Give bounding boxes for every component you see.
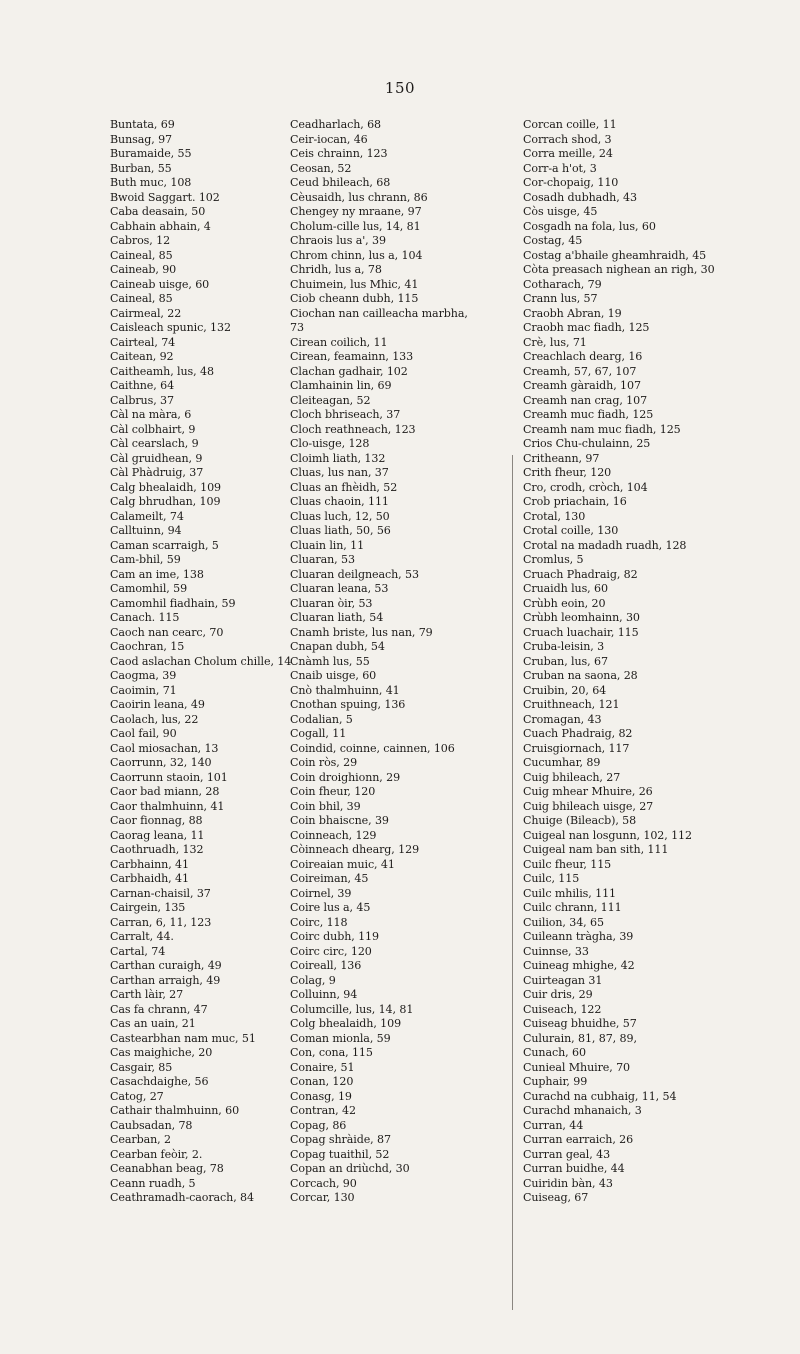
index-entry: Chraois lus a', 39 [290, 234, 386, 247]
index-entry: Caineal, 85 [110, 292, 173, 305]
index-entry: Cuinnse, 33 [523, 944, 589, 958]
index-entry: Caogma, 39 [110, 669, 177, 682]
index-entry: Caorag leana, 11 [110, 828, 205, 842]
index-entry: Coireall, 136 [290, 959, 362, 972]
index-entry: Cuig mhear Mhuire, 26 [523, 785, 653, 798]
index-entry: Con, cona, 115 [290, 1046, 373, 1059]
index-entry: Corcan coille, 11 [523, 118, 617, 131]
index-entry: Cuphair, 99 [523, 1075, 588, 1088]
index-entry: Craobh mac fiadh, 125 [523, 321, 650, 334]
index-entry: Cnothan spuing, 136 [290, 698, 406, 711]
index-entry: Caineab uisge, 60 [110, 277, 210, 291]
index-entry: Caineal, 85 [110, 248, 173, 262]
index-entry: Caman scarraigh, 5 [110, 538, 219, 552]
index-entry: Càl colbhairt, 9 [110, 422, 196, 436]
index-entry: Caol miosachan, 13 [110, 741, 219, 755]
index-entry: Cruaidh lus, 60 [523, 582, 608, 595]
index-entry: Conaire, 51 [290, 1060, 355, 1074]
index-entry: Cairmeal, 22 [110, 306, 182, 320]
index-entry: 73 [290, 321, 304, 334]
index-entry: Cnò thalmhuinn, 41 [290, 683, 400, 697]
index-entry: Calbrus, 37 [110, 393, 174, 407]
index-entry: Còs uisge, 45 [523, 205, 598, 218]
index-entry: Caorrunn, 32, 140 [110, 756, 212, 769]
index-entry: Caineab, 90 [110, 263, 177, 276]
index-entry: Cromlus, 5 [523, 553, 584, 566]
index-entry: Cuig bhileach, 27 [523, 770, 621, 784]
index-entry: Crùbh leomhainn, 30 [523, 611, 640, 624]
index-entry: Crith fheur, 120 [523, 466, 612, 479]
index-entry: Cucumhar, 89 [523, 756, 601, 769]
index-entry: Coirnel, 39 [290, 886, 352, 900]
index-entry: Culurain, 81, 87, 89, [523, 1031, 637, 1045]
index-entry: Camomhil, 59 [110, 582, 188, 595]
index-entry: Càl gruidhean, 9 [110, 451, 203, 465]
column-divider-rule [512, 455, 513, 1310]
index-entry: Cearban, 2 [110, 1133, 171, 1146]
index-entry: Caor fionnag, 88 [110, 814, 203, 827]
index-entry: Cnamh briste, lus nan, 79 [290, 625, 433, 639]
index-entry: Cluain lin, 11 [290, 538, 365, 552]
index-entry: Cuigeal nan losgunn, 102, 112 [523, 828, 692, 842]
index-entry: Cluas an fhèidh, 52 [290, 480, 398, 494]
index-entry: Cogall, 11 [290, 727, 347, 740]
index-column-3 [523, 118, 788, 1206]
index-entry: Cruach Phadraig, 82 [523, 567, 638, 581]
index-entry: Conasg, 19 [290, 1089, 352, 1103]
index-entry: Carthan curaigh, 49 [110, 959, 222, 972]
index-entry: Creamh muc fiadh, 125 [523, 408, 654, 421]
index-entry: Caol fail, 90 [110, 727, 177, 740]
index-entry: Cearban feòir, 2. [110, 1147, 203, 1161]
index-entry: Cloch reathneach, 123 [290, 422, 416, 436]
index-entry: Critheann, 97 [523, 451, 600, 465]
index-entry: Coin fheur, 120 [290, 785, 376, 798]
index-entry: Cromagan, 43 [523, 712, 602, 726]
index-entry: Cruach luachair, 115 [523, 625, 639, 639]
index-entry: Carthan arraigh, 49 [110, 973, 221, 987]
index-entry: Carbhaidh, 41 [110, 872, 189, 885]
index-entry: Curachd mhanaich, 3 [523, 1104, 642, 1117]
index-entry: Coinneach, 129 [290, 828, 377, 842]
index-entry: Curran, 44 [523, 1118, 584, 1132]
index-entry: Cruban, lus, 67 [523, 654, 608, 668]
index-entry: Crùbh eoin, 20 [523, 596, 606, 610]
index-entry: Chrom chinn, lus a, 104 [290, 248, 423, 262]
index-entry: Caor bad miann, 28 [110, 785, 220, 798]
index-entry: Casgair, 85 [110, 1060, 173, 1074]
index-entry: Coin droighionn, 29 [290, 770, 401, 784]
index-entry: Ciochan nan cailleacha marbha, [290, 306, 468, 320]
index-entry: Cam an ime, 138 [110, 567, 204, 581]
index-entry: Coireaian muic, 41 [290, 857, 395, 871]
index-entry: Caithne, 64 [110, 379, 175, 392]
index-entry: Coin bhil, 39 [290, 799, 361, 813]
index-entry: Ceosan, 52 [290, 161, 352, 175]
index-entry: Ceanabhan beag, 78 [110, 1162, 224, 1175]
index-column-1 [110, 118, 292, 1206]
index-entry: Clamhainin lin, 69 [290, 379, 392, 392]
page-number: 150 [384, 79, 416, 97]
index-entry: Coin bhaiscne, 39 [290, 814, 389, 827]
index-entry: Calg bhealaidh, 109 [110, 480, 221, 494]
index-entry: Buramaide, 55 [110, 147, 192, 160]
index-entry: Cuilc fheur, 115 [523, 857, 612, 871]
index-entry: Cabhain abhain, 4 [110, 219, 211, 233]
index-entry: Cas an uain, 21 [110, 1017, 196, 1030]
index-column-2 [290, 118, 505, 1206]
index-entry: Carth làir, 27 [110, 988, 184, 1001]
index-entry: Caor thalmhuinn, 41 [110, 799, 225, 813]
index-entry: Ceadharlach, 68 [290, 118, 382, 131]
index-entry: Cas fa chrann, 47 [110, 1002, 208, 1016]
index-entry: Cartal, 74 [110, 944, 166, 958]
index-entry: Carnan-chaisil, 37 [110, 886, 211, 900]
index-entry: Cirean coilich, 11 [290, 335, 388, 349]
index-entry: Caoirin leana, 49 [110, 698, 205, 711]
index-entry: Calameilt, 74 [110, 509, 184, 523]
index-entry: Cuineag mhighe, 42 [523, 959, 635, 972]
index-entry: Colluinn, 94 [290, 988, 358, 1001]
index-entry: Caba deasain, 50 [110, 205, 206, 218]
index-entry: Coire lus a, 45 [290, 901, 371, 914]
index-entry: Cuiseag bhuidhe, 57 [523, 1017, 637, 1030]
index-entry: Carbhainn, 41 [110, 857, 189, 871]
index-entry: Crotal, 130 [523, 509, 586, 523]
index-entry: Cluas liath, 50, 56 [290, 524, 391, 537]
index-entry: Buntata, 69 [110, 118, 175, 131]
index-entry: Curran earraich, 26 [523, 1133, 634, 1146]
index-entry: Canach. 115 [110, 611, 180, 624]
index-entry: Copag, 86 [290, 1118, 347, 1132]
index-entry: Cuilc, 115 [523, 872, 580, 885]
index-entry: Chridh, lus a, 78 [290, 263, 382, 276]
index-entry: Copan an driùchd, 30 [290, 1162, 410, 1175]
index-entry: Cnàmh lus, 55 [290, 654, 370, 668]
index-entry: Copag shràide, 87 [290, 1133, 391, 1146]
index-entry: Caisleach spunic, 132 [110, 321, 231, 334]
index-entry: Copag tuaithil, 52 [290, 1147, 390, 1161]
index-entry: Columcille, lus, 14, 81 [290, 1002, 414, 1016]
index-entry: Cuig bhileach uisge, 27 [523, 799, 654, 813]
index-entry: Coin ròs, 29 [290, 756, 358, 769]
index-entry: Crotal coille, 130 [523, 524, 619, 537]
index-entry: Cleiteagan, 52 [290, 393, 371, 407]
index-entry: Ceann ruadh, 5 [110, 1176, 196, 1190]
index-entry: Cas maighiche, 20 [110, 1046, 213, 1059]
index-entry: Cuach Phadraig, 82 [523, 727, 633, 740]
index-entry: Crios Chu-chulainn, 25 [523, 437, 651, 450]
index-entry: Calg bhrudhan, 109 [110, 495, 221, 508]
index-entry: Corr-a h'ot, 3 [523, 161, 597, 175]
index-entry: Cluaran leana, 53 [290, 582, 389, 595]
index-entry: Caolach, lus, 22 [110, 712, 199, 726]
index-entry: Carran, 6, 11, 123 [110, 915, 212, 929]
index-entry: Càl cearslach, 9 [110, 437, 199, 450]
index-entry: Chengey ny mraane, 97 [290, 205, 422, 218]
index-entry: Crè, lus, 71 [523, 335, 587, 349]
index-entry: Creamh nan crag, 107 [523, 393, 648, 407]
index-entry: Creamh, 57, 67, 107 [523, 364, 637, 378]
index-entry: Buth muc, 108 [110, 176, 192, 189]
index-entry: Cnaib uisge, 60 [290, 669, 377, 682]
index-entry: Curran geal, 43 [523, 1147, 611, 1161]
index-entry: Cuilc chrann, 111 [523, 901, 622, 914]
index-entry: Bunsag, 97 [110, 132, 173, 146]
index-entry: Cruithneach, 121 [523, 698, 620, 711]
index-entry: Càl na màra, 6 [110, 408, 192, 421]
index-entry: Cuilc mhilis, 111 [523, 886, 616, 900]
index-entry: Corrach shod, 3 [523, 132, 612, 146]
index-entry: Colag, 9 [290, 973, 336, 987]
index-entry: Calltuinn, 94 [110, 524, 182, 537]
index-entry: Ceir-iocan, 46 [290, 132, 368, 146]
index-entry: Conan, 120 [290, 1075, 354, 1088]
index-entry: Chuige (Bileacb), 58 [523, 814, 637, 827]
index-entry: Creamh nam muc fiadh, 125 [523, 422, 681, 436]
index-entry: Cluas chaoin, 111 [290, 495, 389, 508]
index-entry: Cruba-leisin, 3 [523, 640, 605, 653]
index-entry: Caod aslachan Cholum chille, 14 [110, 654, 292, 668]
index-entry: Creachlach dearg, 16 [523, 350, 643, 363]
index-entry: Caoimin, 71 [110, 683, 177, 697]
index-entry: Ciob cheann dubh, 115 [290, 292, 419, 305]
index-entry: Cabros, 12 [110, 234, 171, 247]
index-entry: Caochran, 15 [110, 640, 185, 653]
index-entry: Curachd na cubhaig, 11, 54 [523, 1089, 677, 1103]
index-entry: Cuilion, 34, 65 [523, 915, 604, 929]
index-entry: Codalian, 5 [290, 712, 353, 726]
index-entry: Cotharach, 79 [523, 277, 602, 291]
index-entry: Cruibin, 20, 64 [523, 683, 607, 697]
index-entry: Cam-bhil, 59 [110, 553, 181, 566]
index-entry: Camomhil fiadhain, 59 [110, 596, 236, 610]
index-entry: Caitean, 92 [110, 350, 174, 363]
index-entry: Coindid, coinne, cainnen, 106 [290, 741, 455, 755]
index-entry: Cruban na saona, 28 [523, 669, 638, 682]
index-entry: Caoch nan cearc, 70 [110, 625, 224, 639]
index-entry: Cathair thalmhuinn, 60 [110, 1104, 240, 1117]
index-entry: Cluaran deilgneach, 53 [290, 567, 419, 581]
index-entry: Catog, 27 [110, 1089, 164, 1103]
index-entry: Coman mionla, 59 [290, 1031, 391, 1045]
index-entry: Cro, crodh, cròch, 104 [523, 480, 648, 494]
index-entry: Corra meille, 24 [523, 147, 613, 160]
index-entry: Clo-uisge, 128 [290, 437, 370, 450]
index-entry: Caubsadan, 78 [110, 1118, 193, 1132]
index-entry: Coirc, 118 [290, 915, 348, 929]
index-entry: Corcach, 90 [290, 1176, 357, 1190]
index-entry: Crob priachain, 16 [523, 495, 627, 508]
index-entry: Coirc dubh, 119 [290, 930, 379, 943]
index-entry: Caothruadh, 132 [110, 843, 204, 856]
index-entry: Cairgein, 135 [110, 901, 186, 914]
index-entry: Cuiridin bàn, 43 [523, 1176, 613, 1190]
index-entry: Cluaran òir, 53 [290, 596, 373, 610]
index-entry: Cèusaidh, lus chrann, 86 [290, 190, 428, 204]
index-entry: Bwoid Saggart. 102 [110, 190, 220, 204]
index-entry: Cruisgiornach, 117 [523, 741, 630, 755]
index-entry: Cunieal Mhuire, 70 [523, 1060, 631, 1074]
index-entry: Cuiseag, 67 [523, 1191, 589, 1204]
index-entry: Clachan gadhair, 102 [290, 364, 408, 378]
index-entry: Cnapan dubh, 54 [290, 640, 385, 653]
index-entry: Colg bhealaidh, 109 [290, 1017, 402, 1030]
index-entry: Cosadh dubhadh, 43 [523, 190, 637, 204]
index-entry: Cholum-cille lus, 14, 81 [290, 219, 421, 233]
index-entry: Cor-chopaig, 110 [523, 176, 619, 189]
index-entry: Castearbhan nam muc, 51 [110, 1031, 256, 1045]
index-entry: Còinneach dhearg, 129 [290, 843, 420, 856]
index-entry: Cluas luch, 12, 50 [290, 509, 390, 523]
index-entry: Costag, 45 [523, 234, 583, 247]
index-entry: Cuirteagan 31 [523, 973, 603, 987]
index-entry: Coireiman, 45 [290, 872, 369, 885]
index-entry: Cunach, 60 [523, 1046, 586, 1059]
index-entry: Cluaran, 53 [290, 553, 355, 566]
index-entry: Ceis chrainn, 123 [290, 147, 388, 160]
index-entry: Cluas, lus nan, 37 [290, 466, 389, 479]
index-entry: Caorrunn staoin, 101 [110, 770, 228, 784]
index-entry: Contran, 42 [290, 1104, 356, 1117]
index-entry: Cuir dris, 29 [523, 988, 593, 1001]
index-entry: Chuimein, lus Mhic, 41 [290, 277, 419, 291]
index-entry: Crotal na madadh ruadh, 128 [523, 538, 687, 552]
index-entry: Càl Phàdruig, 37 [110, 466, 204, 479]
index-entry: Curran buidhe, 44 [523, 1162, 625, 1175]
index-entry: Cirean, feamainn, 133 [290, 350, 414, 363]
index-entry: Cairteal, 74 [110, 335, 176, 349]
index-entry: Cloimh liath, 132 [290, 451, 386, 465]
index-entry: Carralt, 44. [110, 930, 174, 943]
index-entry: Cuigeal nam ban sith, 111 [523, 843, 669, 856]
index-entry: Costag a'bhaile gheamhraidh, 45 [523, 248, 707, 262]
index-entry: Cluaran liath, 54 [290, 611, 384, 624]
index-entry: Cuiseach, 122 [523, 1002, 602, 1016]
index-entry: Caitheamh, lus, 48 [110, 364, 214, 378]
index-entry: Crann lus, 57 [523, 292, 598, 305]
index-entry: Burban, 55 [110, 161, 172, 175]
index-entry: Craobh Abran, 19 [523, 306, 622, 320]
index-entry: Còta preasach nighean an righ, 30 [523, 263, 715, 276]
index-entry: Casachdaighe, 56 [110, 1075, 209, 1088]
index-entry: Creamh gàraidh, 107 [523, 379, 641, 392]
index-entry: Ceud bhileach, 68 [290, 176, 391, 189]
index-entry: Cloch bhriseach, 37 [290, 408, 401, 421]
index-entry: Corcar, 130 [290, 1191, 355, 1204]
index-entry: Ceathramadh-caorach, 84 [110, 1191, 254, 1204]
index-entry: Cosgadh na fola, lus, 60 [523, 219, 656, 233]
index-entry: Cuileann tràgha, 39 [523, 930, 634, 943]
index-entry: Coirc circ, 120 [290, 944, 372, 958]
